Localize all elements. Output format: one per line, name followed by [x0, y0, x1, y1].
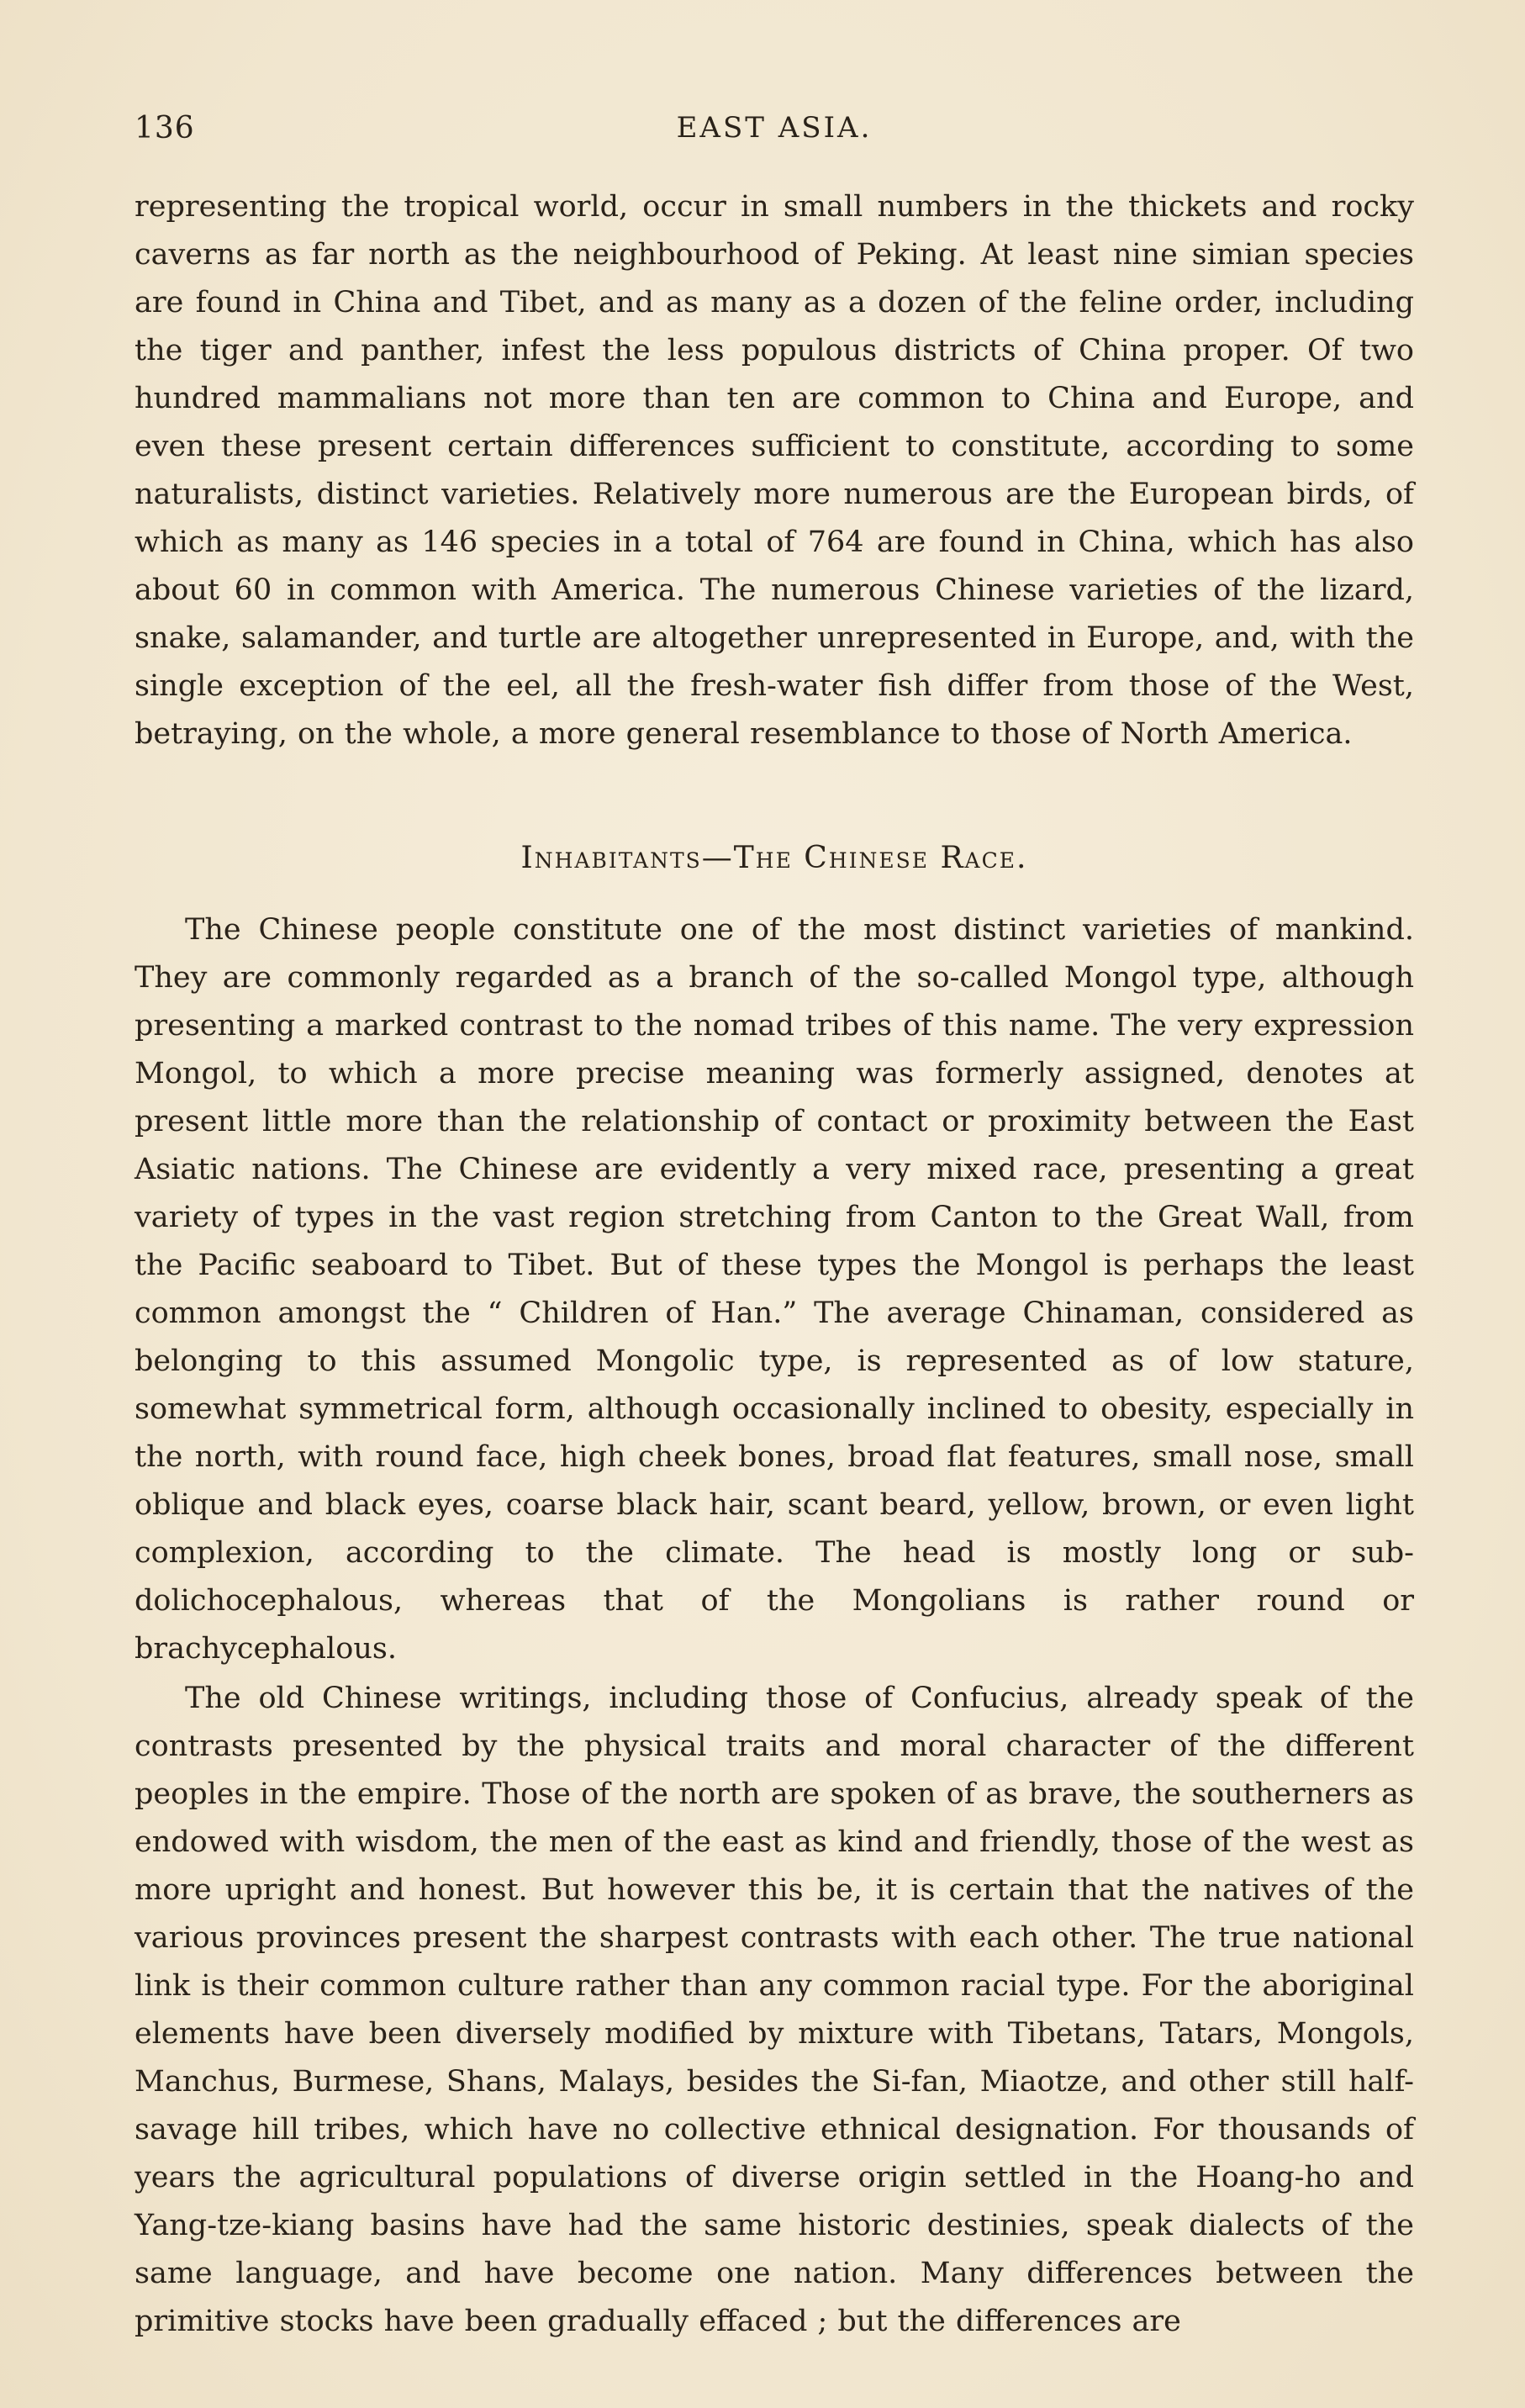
running-title: EAST ASIA. — [676, 111, 873, 145]
running-head — [135, 111, 1414, 153]
paragraph-old-writings: The old Chinese writings, including those of Confucius, already speak of the contrasts presented by the physical traits and moral character of the different peoples in the empire. Those of the north are spoken of as brave, the southerners as endowed with wisdom, the men of the east as kind and friendly, those of the west as more upright and honest. But however this be, it is certain that the natives of the various provinces present the sharpest contrasts with each other. The true national link is their common culture rather than any common racial type. For the aboriginal elements have been diversely modified by mixture with Tibetans, Tatars, Mongols, Manchus, Burmese, Shans, Malays, besides the Si-fan, Miaotze, and other still half-savage hill tribes, which have no collective ethnical designation. For thousands of years the agricultural populations of diverse origin settled in the Hoang-ho and Yang-tze-kiang basins have had the same historic destinies, speak dialects of the same language, and have become one nation. Many differences between the primitive stocks have been gradually effaced ; but the differences are — [135, 1682, 1414, 2338]
page-number: 136 — [135, 111, 195, 145]
text-block-main — [135, 906, 1414, 2346]
section-heading: Inhabitants—The Chinese Race. — [520, 841, 1028, 875]
text-block-top — [135, 183, 1414, 758]
paragraph-chinese-people: The Chinese people constitute one of the most distinct varieties of mankind. They are commonly regarded as a branch of the so-called Mongol type, although presenting a marked contrast to the nomad tribes of this name. The very expression Mongol, to which a more precise meaning was formerly assigned, denotes at present little more than the relationship of contact or proximity between the East Asiatic nations. The Chinese are evidently a very mixed race, presenting a great variety of types in the vast region stretching from Canton to the Great Wall, from the Pacific seaboard to Tibet. But of these types the Mongol is perhaps the least common amongst the “ Children of Han.” The average Chinaman, considered as belonging to this assumed Mongolic type, is represented as of low stature, somewhat symmetrical form, although occasionally inclined to obesity, especially in the north, with round face, high cheek bones, broad flat features, small nose, small oblique and black eyes, coarse black hair, scant beard, yellow, brown, or even light complexion, according to the climate. The head is mostly long or sub-dolichocephalous, whereas that of the Mongolians is rather round or brachycephalous. — [135, 913, 1414, 1666]
continuation-paragraph: representing the tropical world, occur in small numbers in the thickets and rocky caverns as far north as the neighbourhood of Peking. At least nine simian species are found in China and Tibet, and as many as a dozen of the feline order, including the tiger and panther, infest the less populous districts of China proper. Of two hundred mammalians not more than ten are common to China and Europe, and even these present certain differences sufficient to constitute, according to some naturalists, distinct varieties. Relatively more numerous are the European birds, of which as many as 146 species in a total of 764 are found in China, which has also about 60 in common with America. The numerous Chinese varieties of the lizard, snake, salamander, and turtle are altogether unrepresented in Europe, and, with the single exception of the eel, all the fresh-water fish differ from those of the West, betraying, on the whole, a more general resemblance to those of North America. — [135, 190, 1414, 751]
